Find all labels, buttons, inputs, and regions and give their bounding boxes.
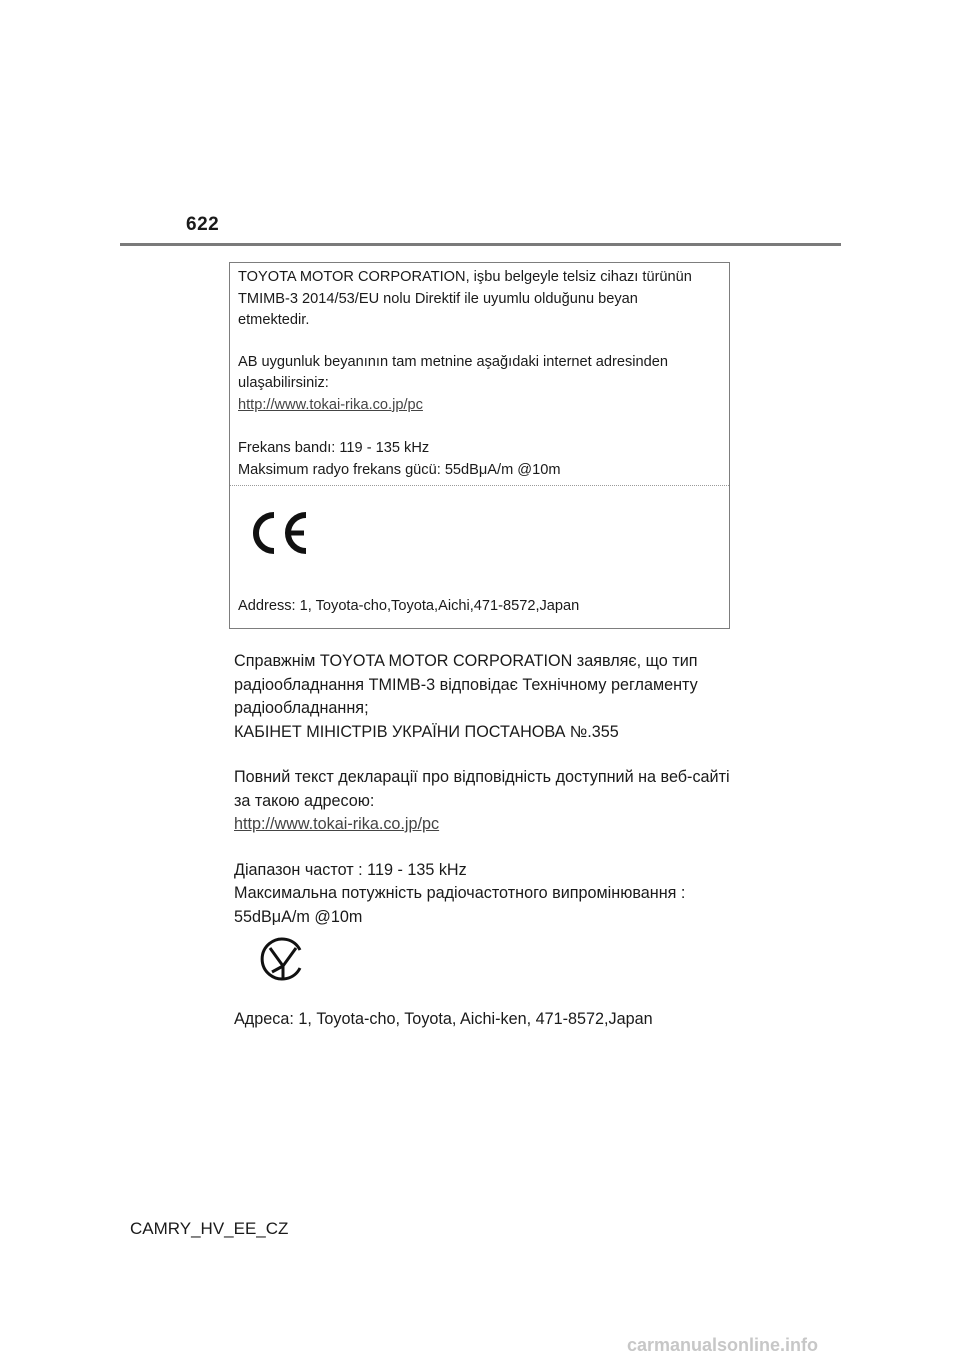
- page-number: 622: [186, 214, 220, 235]
- ua-max-power-1: Максимальна потужність радіочастотного випромінювання :: [234, 884, 686, 902]
- ua-line-5: Повний текст декларації про відповідність доступний на веб-сайті: [234, 768, 730, 786]
- ua-address: Адреса: 1, Toyota-cho, Toyota, Aichi-ken, 471-8572,Japan: [234, 1010, 653, 1028]
- ua-line-6: за такою адресою:: [234, 791, 375, 810]
- turkish-declaration-text: [238, 267, 723, 481]
- tr-line-1: TOYOTA MOTOR CORPORATION, işbu belgeyle telsiz cihazı türünün: [238, 269, 692, 285]
- tr-max-power: Maksimum radyo frekans gücü: 55dBμA/m @10m: [238, 461, 561, 478]
- dotted-divider: [230, 485, 729, 486]
- ua-declaration-link[interactable]: http://www.tokai-rika.co.jp/pc: [234, 815, 440, 833]
- header-rule: [120, 243, 841, 246]
- ua-max-power-2: 55dBμA/m @10m: [234, 907, 363, 926]
- tr-line-5: ulaşabilirsiniz:: [238, 375, 329, 391]
- tr-line-4: AB uygunluk beyanının tam metnine aşağıdaki internet adresinden: [238, 353, 668, 370]
- ua-line-2: радіообладнання TMIMB-3 відповідає Технічному регламенту: [234, 675, 698, 694]
- ua-line-1: Справжнім TOYOTA MOTOR CORPORATION заявляє, що тип: [234, 652, 698, 670]
- tr-declaration-link[interactable]: http://www.tokai-rika.co.jp/pc: [238, 396, 423, 413]
- tr-line-2: TMIMB-3 2014/53/EU nolu Direktif ile uyumlu olduğunu beyan: [238, 290, 638, 307]
- tr-address: Address: 1, Toyota-cho,Toyota,Aichi,471-8572,Japan: [238, 598, 580, 614]
- document-code: CAMRY_HV_EE_CZ: [130, 1219, 289, 1238]
- ua-line-4: КАБІНЕТ МІНІСТРІВ УКРАЇНИ ПОСТАНОВА №.355: [234, 722, 619, 741]
- watermark: carmanualsonline.info: [627, 1335, 819, 1355]
- ukrainian-declaration: [234, 650, 754, 929]
- tr-line-3: etmektedir.: [238, 312, 310, 328]
- ua-frequency-range: Діапазон частот : 119 - 135 kHz: [234, 860, 467, 879]
- ce-mark-icon: [246, 509, 312, 557]
- tr-frequency-band: Frekans bandı: 119 - 135 kHz: [238, 440, 430, 456]
- ua-line-3: радіообладнання;: [234, 699, 369, 717]
- ukrainian-conformity-mark-icon: [260, 936, 306, 982]
- turkish-declaration-box: [229, 262, 730, 629]
